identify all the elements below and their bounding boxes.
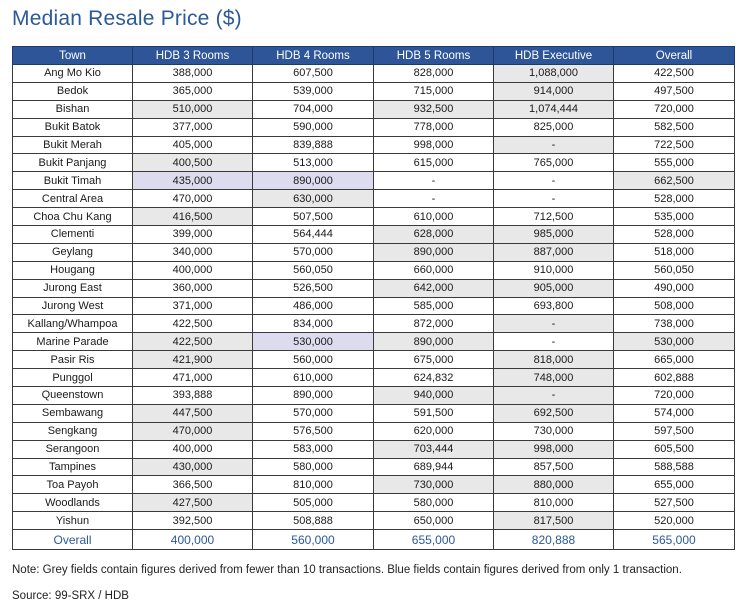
town-cell: Toa Payoh — [13, 476, 133, 494]
price-cell: 605,500 — [614, 440, 735, 458]
table-row — [13, 136, 735, 154]
price-cell: 890,000 — [253, 172, 374, 190]
price-cell: 580,000 — [374, 494, 494, 512]
table-row — [13, 82, 735, 100]
price-cell: 535,000 — [614, 208, 735, 226]
price-cell: 890,000 — [253, 387, 374, 405]
price-cell: 574,000 — [614, 404, 735, 422]
price-cell: 527,500 — [614, 494, 735, 512]
table-row — [13, 297, 735, 315]
price-cell: 607,500 — [253, 65, 374, 83]
price-cell: 620,000 — [374, 422, 494, 440]
price-cell: 590,000 — [253, 118, 374, 136]
price-cell: 820,888 — [494, 530, 614, 550]
price-cell: 470,000 — [133, 190, 253, 208]
price-cell: 810,000 — [494, 494, 614, 512]
price-cell: 555,000 — [614, 154, 735, 172]
price-cell: 392,500 — [133, 512, 253, 530]
price-cell: 570,000 — [253, 243, 374, 261]
price-cell: 340,000 — [133, 243, 253, 261]
price-cell: 430,000 — [133, 458, 253, 476]
price-cell: 834,000 — [253, 315, 374, 333]
price-cell: 388,000 — [133, 65, 253, 83]
price-cell: 526,500 — [253, 279, 374, 297]
price-cell: 748,000 — [494, 369, 614, 387]
price-cell: - — [494, 387, 614, 405]
town-cell: Woodlands — [13, 494, 133, 512]
price-cell: 738,000 — [614, 315, 735, 333]
price-cell: 655,000 — [374, 530, 494, 550]
price-cell: 887,000 — [494, 243, 614, 261]
table-row — [13, 261, 735, 279]
price-cell: 560,050 — [614, 261, 735, 279]
column-header: HDB 4 Rooms — [253, 47, 374, 65]
price-cell: 642,000 — [374, 279, 494, 297]
price-cell: 507,500 — [253, 208, 374, 226]
price-cell: 693,800 — [494, 297, 614, 315]
price-cell: 660,000 — [374, 261, 494, 279]
price-cell: 650,000 — [374, 512, 494, 530]
table-header-row — [13, 47, 735, 65]
price-cell: - — [374, 190, 494, 208]
table-row — [13, 404, 735, 422]
source-text: Source: 99-SRX / HDB — [12, 590, 129, 602]
price-cell: 360,000 — [133, 279, 253, 297]
price-cell: 857,500 — [494, 458, 614, 476]
table-row — [13, 387, 735, 405]
table-row — [13, 190, 735, 208]
price-cell: 422,500 — [614, 65, 735, 83]
table-row — [13, 494, 735, 512]
price-cell: 665,000 — [614, 351, 735, 369]
table-row — [13, 154, 735, 172]
price-cell: 715,000 — [374, 82, 494, 100]
town-cell: Ang Mo Kio — [13, 65, 133, 83]
price-cell: 365,000 — [133, 82, 253, 100]
price-cell: - — [374, 172, 494, 190]
price-cell: 998,000 — [374, 136, 494, 154]
table-row — [13, 369, 735, 387]
price-cell: 513,000 — [253, 154, 374, 172]
price-cell: 818,000 — [494, 351, 614, 369]
price-cell: 914,000 — [494, 82, 614, 100]
price-cell: 588,588 — [614, 458, 735, 476]
price-cell: 518,000 — [614, 243, 735, 261]
town-cell: Hougang — [13, 261, 133, 279]
price-cell: 932,500 — [374, 100, 494, 118]
price-cell: 910,000 — [494, 261, 614, 279]
price-cell: 712,500 — [494, 208, 614, 226]
column-header: HDB 5 Rooms — [374, 47, 494, 65]
table-row — [13, 118, 735, 136]
price-cell: 722,500 — [614, 136, 735, 154]
price-cell: 890,000 — [374, 243, 494, 261]
town-cell: Bukit Batok — [13, 118, 133, 136]
price-cell: 597,500 — [614, 422, 735, 440]
price-cell: 765,000 — [494, 154, 614, 172]
price-cell: 940,000 — [374, 387, 494, 405]
price-cell: 580,000 — [253, 458, 374, 476]
price-cell: 528,000 — [614, 226, 735, 244]
price-cell: 505,000 — [253, 494, 374, 512]
price-cell: 400,500 — [133, 154, 253, 172]
town-cell: Pasir Ris — [13, 351, 133, 369]
page-title: Median Resale Price ($) — [12, 7, 242, 30]
price-cell: 810,000 — [253, 476, 374, 494]
table-row — [13, 512, 735, 530]
price-cell: 530,000 — [253, 333, 374, 351]
price-cell: - — [494, 315, 614, 333]
price-cell: 405,000 — [133, 136, 253, 154]
price-cell: 828,000 — [374, 65, 494, 83]
town-cell: Bukit Panjang — [13, 154, 133, 172]
town-cell: Serangoon — [13, 440, 133, 458]
column-header: HDB 3 Rooms — [133, 47, 253, 65]
table-row — [13, 422, 735, 440]
price-cell: 615,000 — [374, 154, 494, 172]
price-cell: 366,500 — [133, 476, 253, 494]
price-cell: 422,500 — [133, 333, 253, 351]
town-cell: Marine Parade — [13, 333, 133, 351]
price-cell: 427,500 — [133, 494, 253, 512]
price-cell: 778,000 — [374, 118, 494, 136]
price-cell: 730,000 — [494, 422, 614, 440]
town-cell: Sembawang — [13, 404, 133, 422]
price-cell: 591,500 — [374, 404, 494, 422]
price-cell: 565,000 — [614, 530, 735, 550]
price-cell: 1,074,444 — [494, 100, 614, 118]
price-cell: 435,000 — [133, 172, 253, 190]
price-cell: 675,000 — [374, 351, 494, 369]
price-cell: 421,900 — [133, 351, 253, 369]
town-cell: Yishun — [13, 512, 133, 530]
price-cell: 560,000 — [253, 530, 374, 550]
price-cell: 530,000 — [614, 333, 735, 351]
price-cell: 564,444 — [253, 226, 374, 244]
price-cell: 880,000 — [494, 476, 614, 494]
town-cell: Sengkang — [13, 422, 133, 440]
price-cell: 371,000 — [133, 297, 253, 315]
town-cell: Central Area — [13, 190, 133, 208]
price-cell: 520,000 — [614, 512, 735, 530]
price-cell: 720,000 — [614, 100, 735, 118]
town-cell: Bedok — [13, 82, 133, 100]
price-cell: 825,000 — [494, 118, 614, 136]
table-row — [13, 279, 735, 297]
price-cell: 998,000 — [494, 440, 614, 458]
price-cell: 570,000 — [253, 404, 374, 422]
price-cell: 890,000 — [374, 333, 494, 351]
price-cell: 602,888 — [614, 369, 735, 387]
table-row — [13, 476, 735, 494]
column-header: Town — [13, 47, 133, 65]
town-cell: Jurong West — [13, 297, 133, 315]
town-cell: Jurong East — [13, 279, 133, 297]
town-cell: Bishan — [13, 100, 133, 118]
price-cell: 662,500 — [614, 172, 735, 190]
price-cell: 497,500 — [614, 82, 735, 100]
table-row — [13, 458, 735, 476]
price-cell: 610,000 — [374, 208, 494, 226]
price-cell: 528,000 — [614, 190, 735, 208]
price-cell: 730,000 — [374, 476, 494, 494]
table-row — [13, 208, 735, 226]
table-row — [13, 226, 735, 244]
price-cell: 447,500 — [133, 404, 253, 422]
table-row — [13, 65, 735, 83]
price-cell: 692,500 — [494, 404, 614, 422]
price-cell: 490,000 — [614, 279, 735, 297]
town-cell: Bukit Timah — [13, 172, 133, 190]
price-cell: 422,500 — [133, 315, 253, 333]
price-cell: - — [494, 333, 614, 351]
town-cell: Kallang/Whampoa — [13, 315, 133, 333]
town-cell: Choa Chu Kang — [13, 208, 133, 226]
price-cell: 400,000 — [133, 261, 253, 279]
price-cell: 704,000 — [253, 100, 374, 118]
footnote: Note: Grey fields contain figures derived from fewer than 10 transactions. Blue fields contain figures derived from only 1 transaction. — [12, 564, 682, 576]
town-cell: Overall — [13, 530, 133, 550]
price-cell: 583,000 — [253, 440, 374, 458]
price-cell: - — [494, 172, 614, 190]
table-row — [13, 333, 735, 351]
price-cell: 560,000 — [253, 351, 374, 369]
price-cell: 585,000 — [374, 297, 494, 315]
price-cell: 400,000 — [133, 530, 253, 550]
column-header: HDB Executive — [494, 47, 614, 65]
overall-row — [13, 530, 735, 550]
price-cell: 582,500 — [614, 118, 735, 136]
town-cell: Punggol — [13, 369, 133, 387]
town-cell: Bukit Merah — [13, 136, 133, 154]
price-cell: 817,500 — [494, 512, 614, 530]
price-cell: 655,000 — [614, 476, 735, 494]
town-cell: Queenstown — [13, 387, 133, 405]
table-row — [13, 172, 735, 190]
price-cell: 630,000 — [253, 190, 374, 208]
table-row — [13, 243, 735, 261]
price-cell: 539,000 — [253, 82, 374, 100]
price-cell: 399,000 — [133, 226, 253, 244]
town-cell: Clementi — [13, 226, 133, 244]
price-cell: 703,444 — [374, 440, 494, 458]
price-cell: 400,000 — [133, 440, 253, 458]
price-cell: 560,050 — [253, 261, 374, 279]
price-cell: 1,088,000 — [494, 65, 614, 83]
price-cell: - — [494, 190, 614, 208]
price-cell: 508,888 — [253, 512, 374, 530]
column-header: Overall — [614, 47, 735, 65]
price-cell: 510,000 — [133, 100, 253, 118]
price-cell: 393,888 — [133, 387, 253, 405]
price-cell: 720,000 — [614, 387, 735, 405]
price-cell: - — [494, 136, 614, 154]
price-cell: 839,888 — [253, 136, 374, 154]
price-cell: 628,000 — [374, 226, 494, 244]
price-cell: 508,000 — [614, 297, 735, 315]
price-cell: 872,000 — [374, 315, 494, 333]
price-cell: 471,000 — [133, 369, 253, 387]
price-cell: 416,500 — [133, 208, 253, 226]
price-cell: 470,000 — [133, 422, 253, 440]
price-cell: 985,000 — [494, 226, 614, 244]
price-cell: 689,944 — [374, 458, 494, 476]
table-row — [13, 315, 735, 333]
price-cell: 905,000 — [494, 279, 614, 297]
median-resale-price-table — [12, 46, 735, 550]
price-cell: 377,000 — [133, 118, 253, 136]
table-row — [13, 351, 735, 369]
town-cell: Tampines — [13, 458, 133, 476]
town-cell: Geylang — [13, 243, 133, 261]
price-cell: 576,500 — [253, 422, 374, 440]
price-cell: 610,000 — [253, 369, 374, 387]
table-row — [13, 440, 735, 458]
price-cell: 486,000 — [253, 297, 374, 315]
price-cell: 624,832 — [374, 369, 494, 387]
table-row — [13, 100, 735, 118]
